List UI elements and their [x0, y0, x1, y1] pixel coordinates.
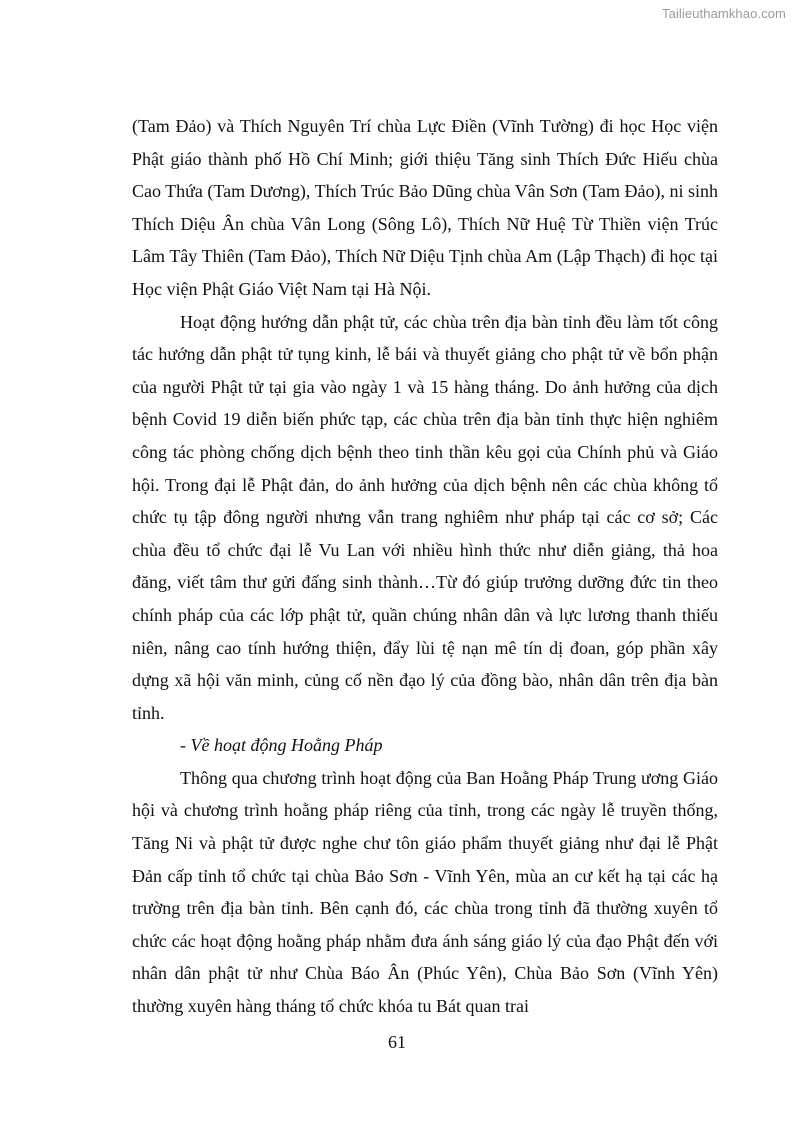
paragraph-dharma-propagation: Thông qua chương trình hoạt động của Ban Hoằng Pháp Trung ương Giáo hội và chương trình hoằng pháp riêng của tỉnh, trong các ngày lễ truyền thống, Tăng Ni và phật tử được nghe chư tôn giáo phẩm thuyết giảng như đại lễ Phật Đản cấp tỉnh tổ chức tại chùa Bảo Sơn - Vĩnh Yên, mùa an cư kết hạ tại các hạ trường trên địa bàn tỉnh. Bên cạnh đó, các chùa trong tỉnh đã thường xuyên tổ chức các hoạt động hoằng pháp nhằm đưa ánh sáng giáo lý của đạo Phật đến với nhân dân phật tử như Chùa Báo Ân (Phúc Yên), Chùa Bảo Sơn (Vĩnh Yên) thường xuyên hàng tháng tổ chức khóa tu Bát quan trai — [132, 767, 718, 1017]
page-number: 61 — [388, 1032, 406, 1052]
section-subheading: - Về hoạt động Hoằng Pháp — [180, 735, 383, 756]
page-body — [132, 110, 718, 1023]
paragraph-continuation: (Tam Đảo) và Thích Nguyên Trí chùa Lực Điền (Vĩnh Tường) đi học Học viện Phật giáo thành phố Hồ Chí Minh; giới thiệu Tăng sinh Thích Đức Hiếu chùa Cao Thứa (Tam Dương), Thích Trúc Bảo Dũng chùa Vân Sơn (Tam Đảo), ni sinh Thích Diệu Ân chùa Vân Long (Sông Lô), Thích Nữ Huệ Từ Thiền viện Trúc Lâm Tây Thiên (Tam Đảo), Thích Nữ Diệu Tịnh chùa Am (Lập Thạch) đi học tại Học viện Phật Giáo Việt Nam tại Hà Nội. — [132, 116, 718, 299]
paragraph-buddhist-guidance: Hoạt động hướng dẫn phật tử, các chùa trên địa bàn tỉnh đều làm tốt công tác hướng dẫn phật tử tụng kinh, lễ bái và thuyết giảng cho phật tử về bổn phận của người Phật tử tại gia vào ngày 1 và 15 hàng tháng. Do ảnh hưởng của dịch bệnh Covid 19 diễn biến phức tạp, các chùa trên địa bàn tỉnh thực hiện nghiêm công tác phòng chống dịch bệnh theo tinh thần kêu gọi của Chính phủ và Giáo hội. Trong đại lễ Phật đản, do ảnh hưởng của dịch bệnh nên các chùa không tổ chức tụ tập đông người nhưng vẫn trang nghiêm như pháp tại các cơ sở; Các chùa đều tổ chức đại lễ Vu Lan với nhiều hình thức như diễn giảng, thả hoa đăng, viết tâm thư gửi đấng sinh thành…Từ đó giúp trưởng dưỡng đức tin theo chính pháp của các lớp phật tử, quần chúng nhân dân và lực lương thanh thiếu niên, nâng cao tính hướng thiện, đẩy lùi tệ nạn mê tín dị đoan, góp phần xây dựng xã hội văn minh, củng cố nền đạo lý của đồng bào, nhân dân trên địa bàn tỉnh. — [132, 311, 718, 723]
watermark: Tailieuthamkhao.com — [661, 6, 786, 21]
